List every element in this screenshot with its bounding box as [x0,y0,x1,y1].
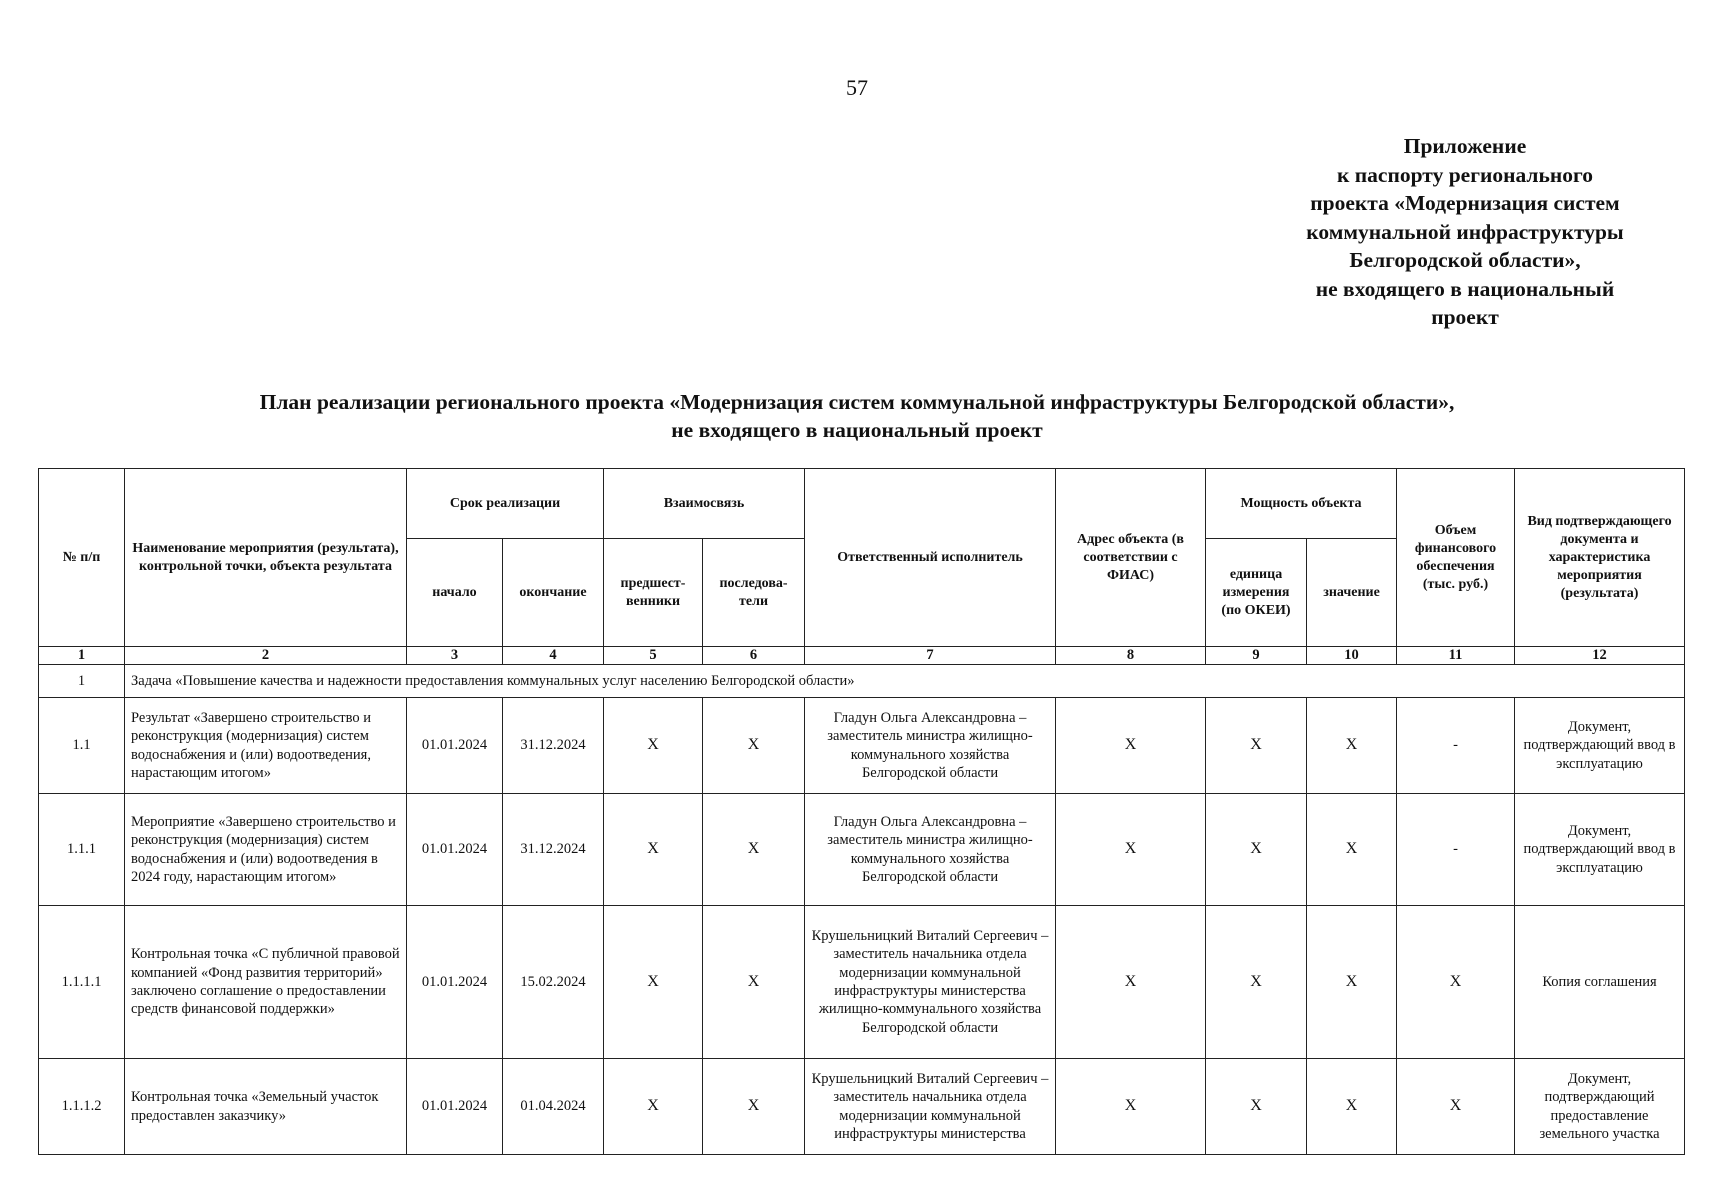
task-row [39,665,1685,698]
column-number: 1 [39,647,125,665]
appendix-block [1250,132,1680,332]
row-responsible: Гладун Ольга Александровна – заместитель министра жилищно-коммунального хозяйства Белгородской области [805,698,1056,794]
row-end: 15.02.2024 [503,906,604,1059]
row-predecessors: Х [604,698,703,794]
row-address: Х [1056,906,1206,1059]
task-text: Задача «Повышение качества и надежности предоставления коммунальных услуг населению Белгородской области» [125,665,1685,698]
row-address: Х [1056,1059,1206,1155]
header-value: значение [1307,539,1397,647]
column-number: 12 [1515,647,1685,665]
appendix-line: Белгородской области», [1349,248,1581,272]
row-responsible: Гладун Ольга Александровна – заместитель министра жилищно-коммунального хозяйства Белгородской области [805,794,1056,906]
row-address: Х [1056,794,1206,906]
row-start: 01.01.2024 [407,698,503,794]
table-row [39,1059,1685,1155]
row-unit: Х [1206,794,1307,906]
header-funding: Объем финансового обеспечения (тыс. руб.) [1397,469,1515,647]
row-num: 1.1 [39,698,125,794]
row-value: Х [1307,1059,1397,1155]
plan-title-line: не входящего в национальный проект [671,418,1043,442]
row-predecessors: Х [604,1059,703,1155]
appendix-line: Приложение [1403,134,1527,158]
header-unit: единица измерения (по ОКЕИ) [1206,539,1307,647]
column-number: 5 [604,647,703,665]
column-number: 7 [805,647,1056,665]
header-period: Срок реализации [407,469,604,539]
plan-title [40,388,1674,444]
header-responsible: Ответственный исполнитель [805,469,1056,647]
row-predecessors: Х [604,794,703,906]
row-name: Контрольная точка «С публичной правовой компанией «Фонд развития территорий» заключено соглашение о предоставлении средств финансовой поддержки» [125,906,407,1059]
row-unit: Х [1206,698,1307,794]
column-number: 3 [407,647,503,665]
table-row [39,698,1685,794]
row-end: 31.12.2024 [503,794,604,906]
appendix-line: проект [1431,305,1499,329]
header-num: № п/п [39,469,125,647]
column-number: 9 [1206,647,1307,665]
column-number: 2 [125,647,407,665]
row-start: 01.01.2024 [407,906,503,1059]
header-relation: Взаимосвязь [604,469,805,539]
header-period-end: окончание [503,539,604,647]
row-end: 31.12.2024 [503,698,604,794]
row-unit: Х [1206,1059,1307,1155]
column-number: 10 [1307,647,1397,665]
page-number: 57 [846,75,868,100]
row-doc: Документ, подтверждающий ввод в эксплуатацию [1515,794,1685,906]
appendix-line: не входящего в национальный [1315,276,1615,301]
row-name: Мероприятие «Завершено строительство и реконструкция (модернизация) систем водоснабжения и (или) водоотведения в 2024 году, нарастающим итогом» [125,794,407,906]
row-value: Х [1307,794,1397,906]
header-successors: последова-тели [703,539,805,647]
plan-table [38,468,1685,1155]
row-name: Контрольная точка «Земельный участок предоставлен заказчику» [125,1059,407,1155]
row-doc: Копия соглашения [1515,906,1685,1059]
row-num: 1.1.1.2 [39,1059,125,1155]
row-successors: Х [703,698,805,794]
column-number: 11 [1397,647,1515,665]
row-responsible: Крушельницкий Виталий Сергеевич – заместитель начальника отдела модернизации коммунальной инфраструктуры министерства [805,1059,1056,1155]
header-doc: Вид подтверждающего документа и характеристика мероприятия (результата) [1515,469,1685,647]
row-funding: - [1397,794,1515,906]
row-name: Результат «Завершено строительство и реконструкция (модернизация) систем водоснабжения и (или) водоотведения, нарастающим итогом» [125,698,407,794]
column-number: 6 [703,647,805,665]
row-successors: Х [703,906,805,1059]
row-num: 1.1.1 [39,794,125,906]
row-num: 1.1.1.1 [39,906,125,1059]
table-row [39,906,1685,1059]
row-funding: - [1397,698,1515,794]
header-predecessors: предшест-венники [604,539,703,647]
row-value: Х [1307,906,1397,1059]
row-funding: Х [1397,1059,1515,1155]
row-address: Х [1056,698,1206,794]
header-name: Наименование мероприятия (результата), контрольной точки, объекта результата [125,469,407,647]
row-responsible: Крушельницкий Виталий Сергеевич – заместитель начальника отдела модернизации коммунальной инфраструктуры министерства жилищно-коммунального хозяйства Белгородской области [805,906,1056,1059]
appendix-line: коммунальной инфраструктуры [1306,219,1624,244]
header-capacity: Мощность объекта [1206,469,1397,539]
row-predecessors: Х [604,906,703,1059]
task-num: 1 [39,665,125,698]
header-row-top [39,469,1685,539]
appendix-line: к паспорту регионального [1337,162,1593,187]
column-number-row [39,647,1685,665]
row-successors: Х [703,794,805,906]
row-start: 01.01.2024 [407,1059,503,1155]
row-successors: Х [703,1059,805,1155]
column-number: 4 [503,647,604,665]
column-number: 8 [1056,647,1206,665]
row-doc: Документ, подтверждающий ввод в эксплуатацию [1515,698,1685,794]
header-address: Адрес объекта (в соответствии с ФИАС) [1056,469,1206,647]
row-doc: Документ, подтверждающий предоставление земельного участка [1515,1059,1685,1155]
appendix-line: проекта «Модернизация систем [1310,191,1620,215]
table-row [39,794,1685,906]
row-value: Х [1307,698,1397,794]
row-end: 01.04.2024 [503,1059,604,1155]
header-period-start: начало [407,539,503,647]
plan-title-line: План реализации регионального проекта «Модернизация систем коммунальной инфраструктуры Белгородской области», [259,390,1455,414]
row-start: 01.01.2024 [407,794,503,906]
row-funding: Х [1397,906,1515,1059]
row-unit: Х [1206,906,1307,1059]
